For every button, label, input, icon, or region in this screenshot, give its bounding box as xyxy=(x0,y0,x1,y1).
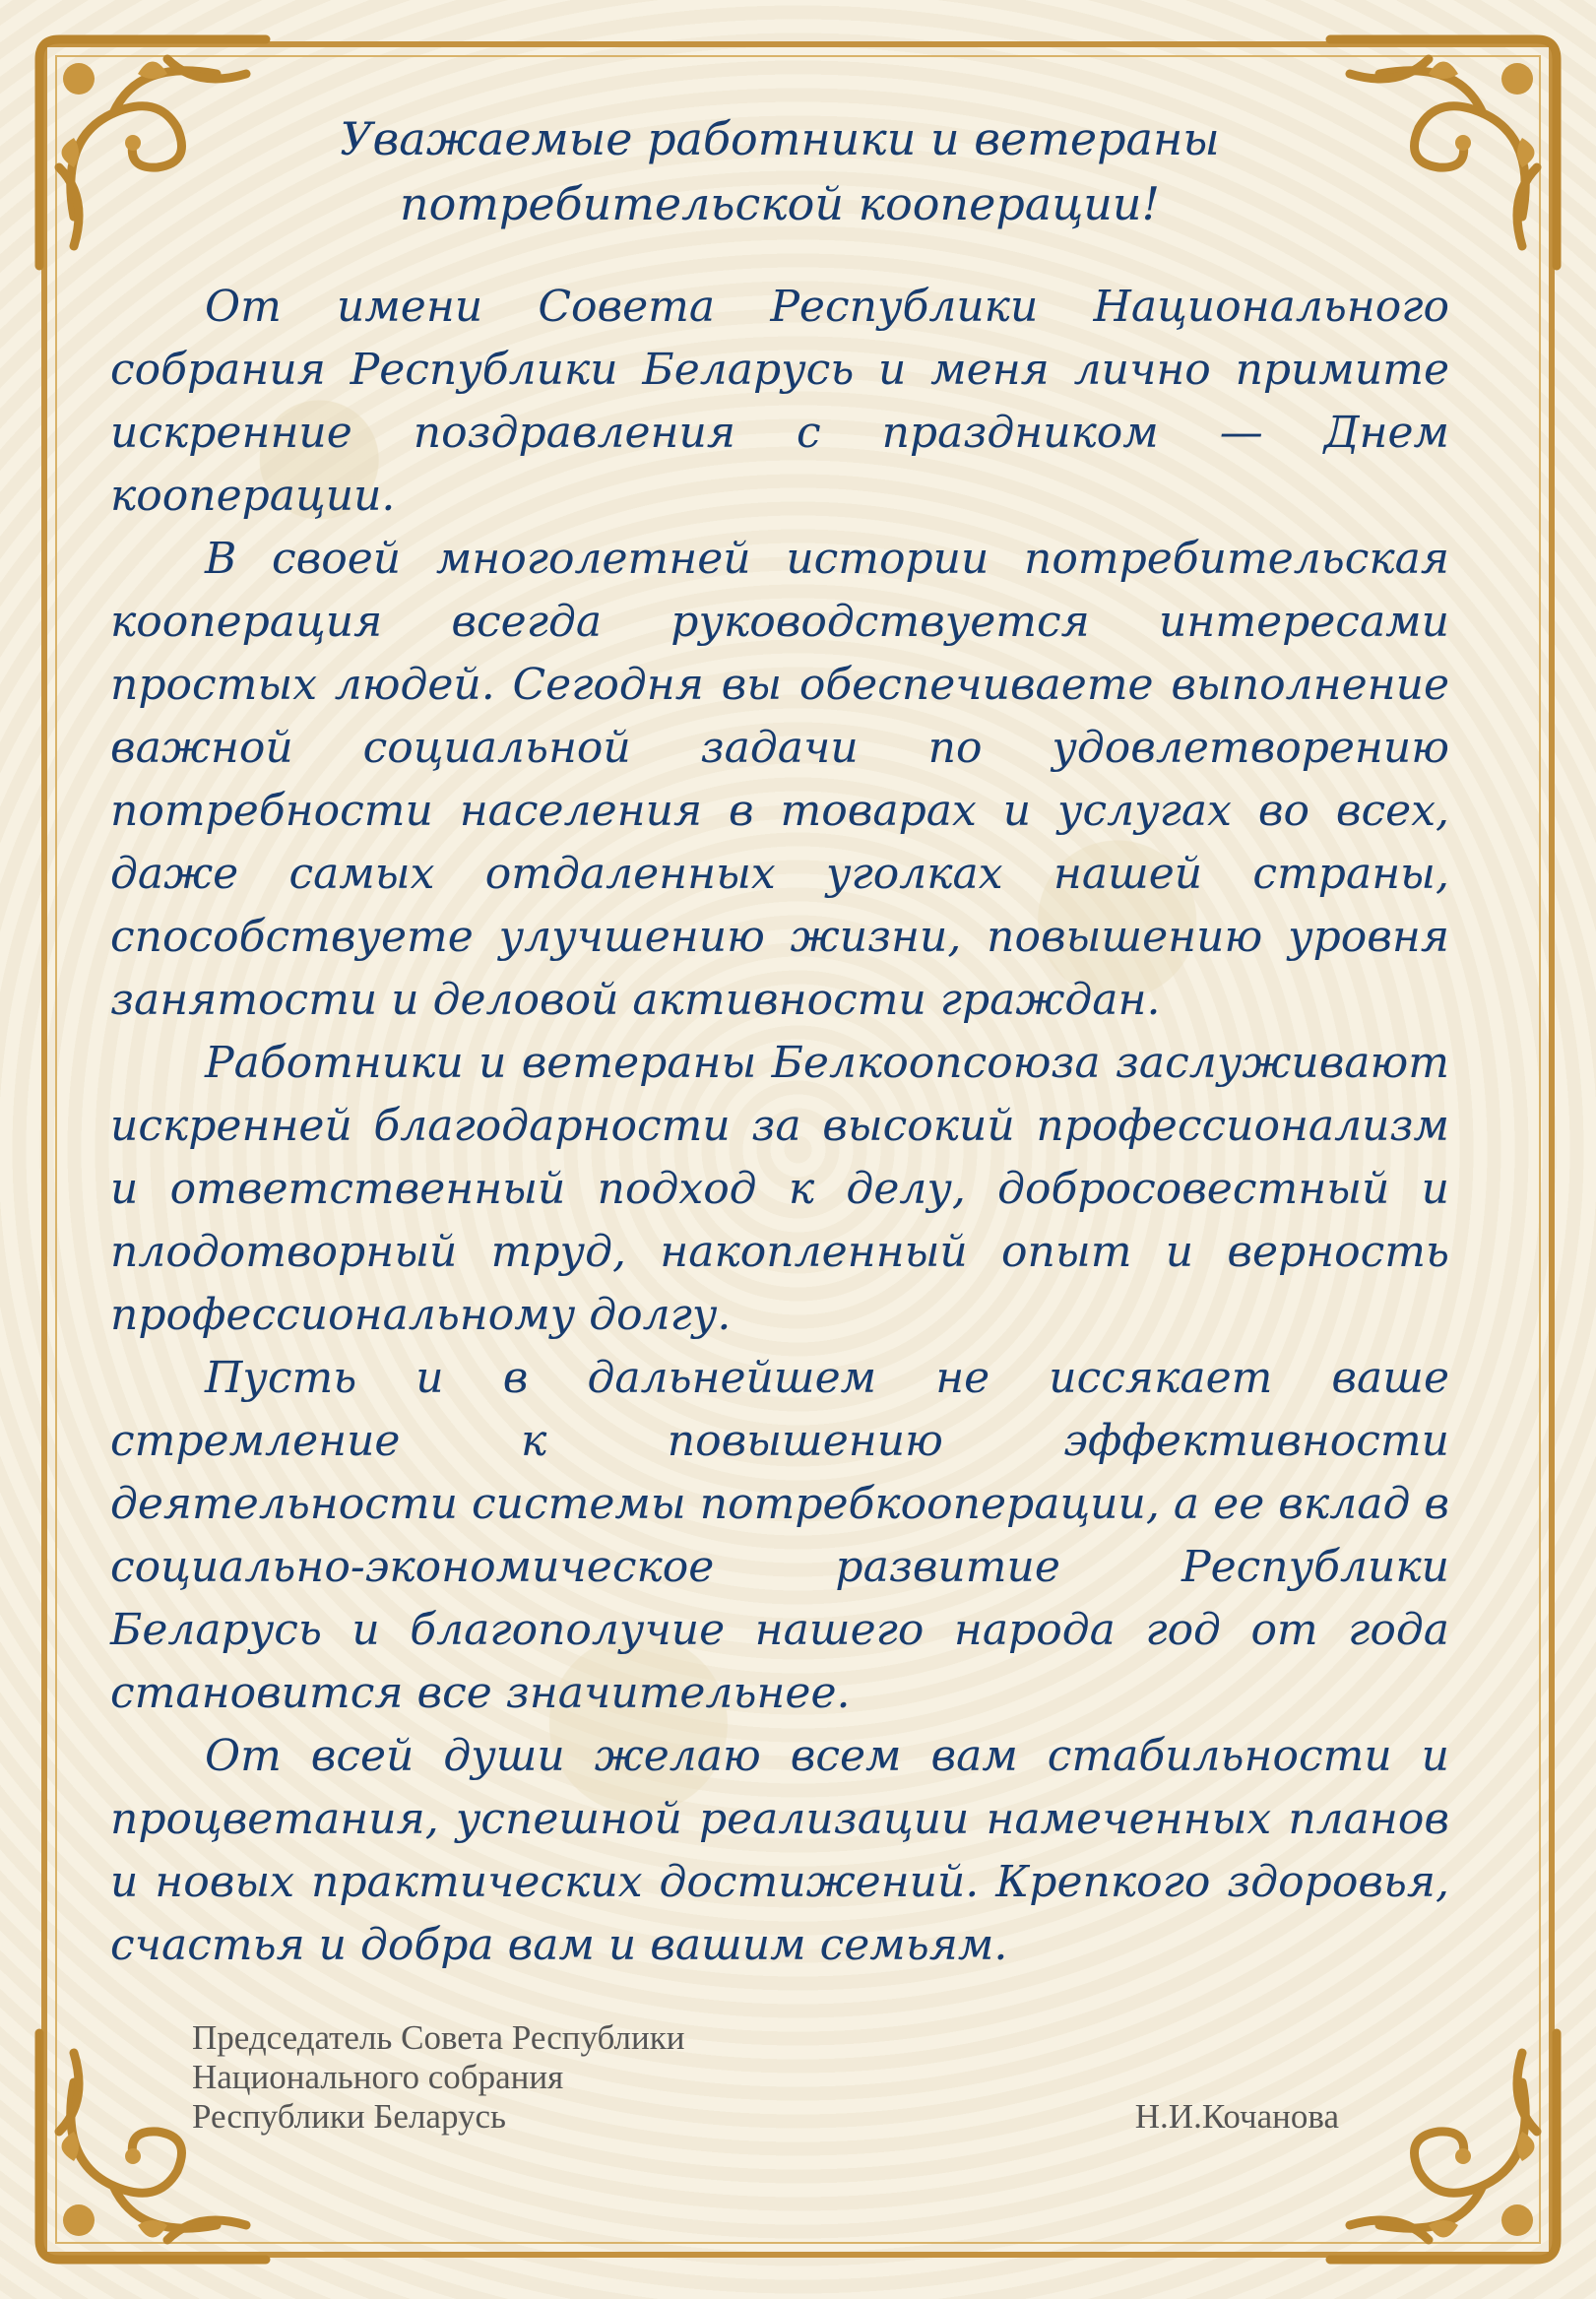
letter-heading xyxy=(110,106,1449,236)
paragraph: Работники и ветераны Белкоопсоюза заслуживают искренней благодарности за высокий профессионализм и ответственный подход к делу, добросовестный и плодотворный труд, накопленный опыт и верность профессиональному долгу. xyxy=(110,1038,1449,1340)
signatory-name: Н.И.Кочанова xyxy=(1134,2097,1339,2136)
signatory-title-line: Национального собрания xyxy=(192,2058,564,2096)
paragraph: От всей души желаю всем вам стабильности и процветания, успешной реализации намеченных планов и новых практических достижений. Крепкого здоровья, счастья и добра вам и вашим семьям. xyxy=(110,1731,1449,1970)
signatory-title-line: Республики Беларусь xyxy=(192,2097,506,2136)
signatory-title-line: Председатель Совета Республики xyxy=(192,2018,685,2057)
paragraph: От имени Совета Республики Национального собрания Республики Беларусь и меня лично примите искренние поздравления с праздником — Днем кооперации. xyxy=(110,282,1449,521)
heading-line: Уважаемые работники и ветераны xyxy=(340,112,1220,165)
paragraph: Пусть и в дальнейшем не иссякает ваше стремление к повышению эффективности деятельности системы потребкооперации, а ее вклад в социально-экономическое развитие Республики Беларусь и благополучие нашего народа год от года становится все значительнее. xyxy=(110,1353,1449,1718)
heading-line: потребительской кооперации! xyxy=(399,177,1161,230)
ornament-corner-icon xyxy=(1310,2013,1576,2279)
paragraph: В своей многолетней истории потребительская кооперация всегда руководствуется интересами простых людей. Сегодня вы обеспечиваете выполнение важной социальной задачи по удовлетворению потребности населения в товарах и услугах во всех, даже самых отдаленных уголках нашей страны, способствуете улучшению жизни, повышению уровня занятости и деловой активности граждан. xyxy=(110,534,1449,1025)
signature-block xyxy=(192,2018,1339,2137)
letter-body xyxy=(110,106,1449,1970)
